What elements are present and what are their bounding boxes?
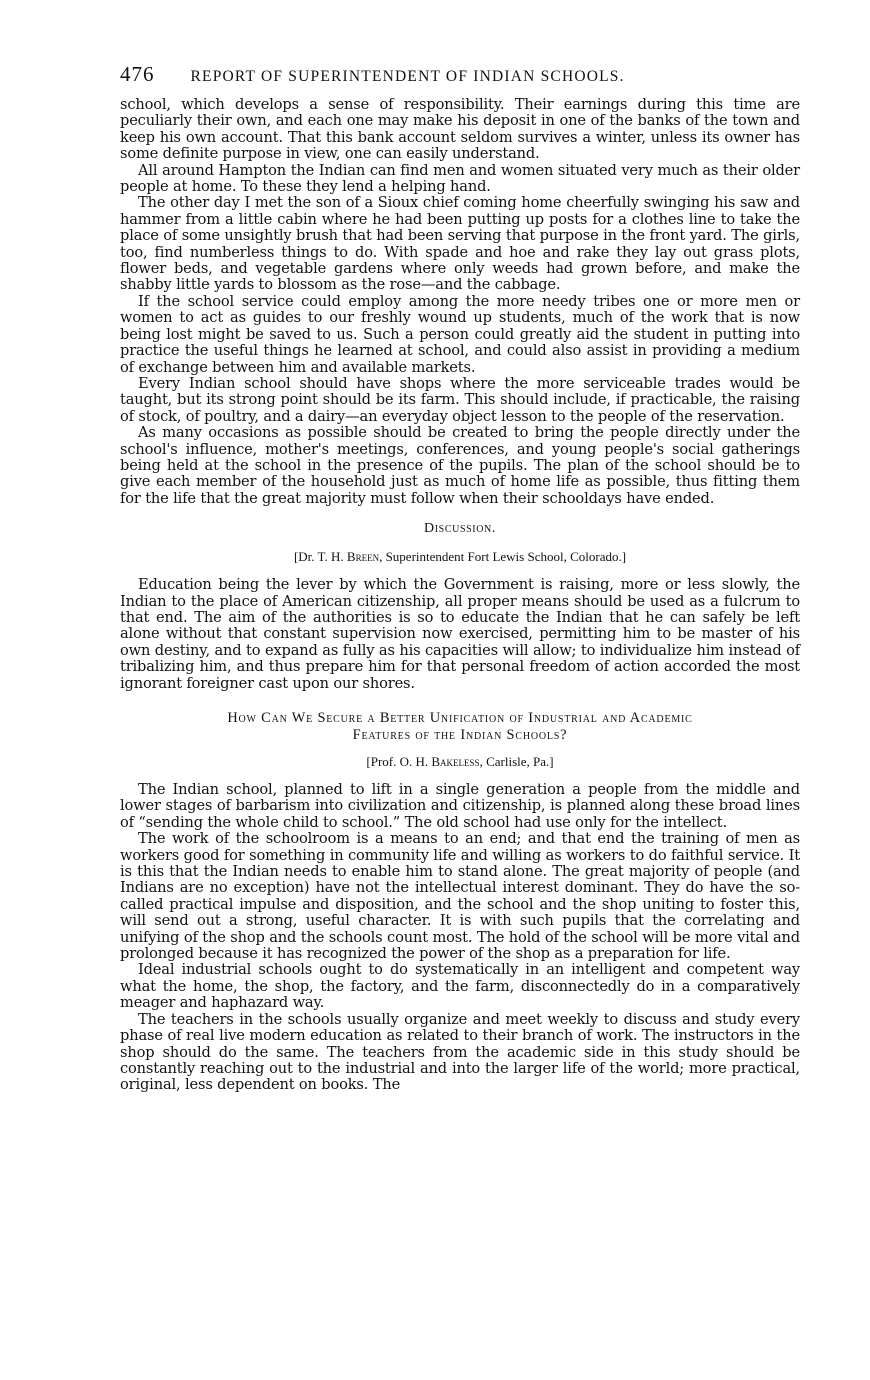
- running-head-title: REPORT OF SUPERINTENDENT OF INDIAN SCHOOLS.: [190, 68, 625, 85]
- discussion-heading: Discussion.: [424, 521, 496, 537]
- byline-author-name: Breen: [346, 549, 380, 565]
- paragraph: school, which develops a sense of responsibility. Their earnings during this time are peculiarly their own, and each one may make his deposit in one of the banks of the town and keep his own account. That this bank account seldom survives a winter, unless its owner has some definite purpose in view, one can easily understand.: [120, 96, 800, 163]
- paragraph: The other day I met the son of a Sioux chief coming home cheerfully swinging his saw and hammer from a little cabin where he had been putting up posts for a clothes line to take the place of some unsightly brush that had been serving that purpose in the front yard. The girls, too, find numberless things to do. With spade and hoe and rake they lay out grass plots, flower beds, and vegetable gardens where only weeds had grown before, and make the shabby little yards to blossom as the rose—and the cabbage.: [120, 194, 800, 294]
- byline-open: [Prof. O. H.: [366, 754, 432, 769]
- paragraph: The work of the schoolroom is a means to an end; and that end the training of men as workers good for something in community life and willing as workers to do faithful service. It is this that the Indian needs to enable him to stand alone. The great majority of people (and Indians are no exception) have not the intellectual interest dominant. They do have the so-called practical impulse and disposition, and the school and the shop uniting to foster this, will send out a strong, useful character. It is with such pupils that the correlating and unifying of the shop and the schools count most. The hold of the school will be more vital and prolonged because it has recognized the power of the shop as a preparation for life.: [120, 830, 800, 963]
- paragraph: Every Indian school should have shops where the more serviceable trades would be taught, but its strong point should be its farm. This should include, if practicable, the raising of stock, of poultry, and a dairy—an everyday object lesson to the people of the reservation.: [120, 374, 800, 425]
- page-number: 476: [120, 62, 155, 86]
- paragraph: If the school service could employ among the more needy tribes one or more men or women to act as guides to our freshly wound up students, much of the work that is now being lost might be saved to us. Such a person could greatly aid the student in putting into practice the useful things he learned at school, and could also assist in providing a medium of exchange between him and available markets.: [120, 292, 800, 376]
- body-text-part1: [120, 97, 800, 507]
- paragraph: Ideal industrial schools ought to do systematically in an intelligent and competent way what the home, the shop, the factory, and the farm, disconnectedly do in a comparatively meager and haphazard way.: [120, 961, 800, 1012]
- byline-open: [Dr. T. H.: [293, 549, 347, 565]
- paragraph: All around Hampton the Indian can find men and women situated very much as their older people at home. To these they lend a helping hand.: [120, 161, 800, 196]
- running-head: [120, 62, 800, 87]
- discussion-paragraph: Education being the lever by which the Government is raising, more or less slowly, the Indian to the place of American citizenship, all proper means should be used as a fulcrum to that end. The aim of the authorities is so to educate the Indian that he can safely be left alone without that constant supervision now exercised, permitting him to be master of his own destiny, and to expand as fully as his capacities will allow; to individualize him instead of tribalizing him, and thus prepare him for that personal freedom of action accorded the most ignorant foreigner cast upon our shores.: [120, 576, 800, 692]
- body-text-part2: [120, 782, 800, 1094]
- section-heading: [120, 710, 800, 744]
- section-heading-line: Features of the Indian Schools?: [352, 727, 568, 743]
- byline-rest: , Carlisle, Pa.]: [479, 754, 554, 769]
- paragraph: The Indian school, planned to lift in a single generation a people from the middle and lower stages of barbarism into civilization and citizenship, is planned along these broad lines of “sending the whole child to school.” The old school had use only for the intellect.: [120, 781, 800, 831]
- paragraph: The teachers in the schools usually organize and meet weekly to discuss and study every phase of real live modern education as related to their branch of work. The instructors in the shop should do the same. The teachers from the academic side in this study should be constantly reaching out to the industrial and into the larger life of the world; more practical, original, less dependent on books. The: [120, 1010, 800, 1094]
- discussion-byline: [120, 549, 800, 565]
- section-heading-line: How Can We Secure a Better Unification of Industrial and Academic: [227, 710, 693, 726]
- section-byline: [120, 754, 800, 770]
- paragraph: As many occasions as possible should be created to bring the people directly under the school's influence, mother's meetings, conferences, and young people's social gatherings being held at the school in the presence of the pupils. The plan of the school should be to give each member of the household just as much of home life as possible, thus fitting them for the life that the great majority must follow when their schooldays have ended.: [120, 424, 800, 507]
- byline-rest: , Superintendent Fort Lewis School, Colorado.]: [379, 549, 627, 565]
- byline-author-name: Bakeless: [431, 754, 480, 769]
